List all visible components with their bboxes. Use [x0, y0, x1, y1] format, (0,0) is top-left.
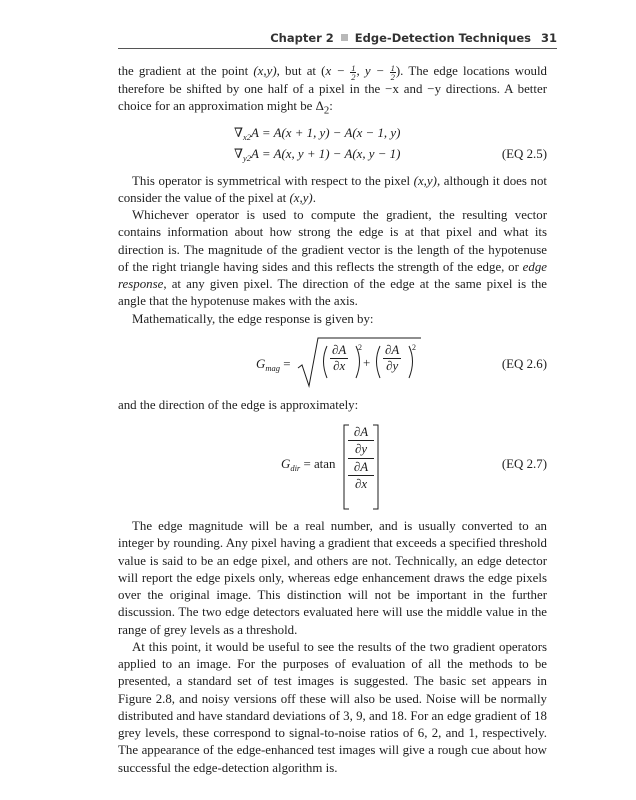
equation-tag: (EQ 2.5)	[501, 146, 547, 161]
half-offset-expression: x − $\frac{1}{2}$ , y − $\frac{1}{2}$	[325, 62, 395, 82]
paragraph-4: Mathematically, the edge response is given by:	[132, 311, 374, 326]
running-header	[118, 30, 557, 46]
paragraph-1: the gradient at the point (x,y), but at (x − $\frac{1}{2}$ , y − $\frac{1}{2}$ ). The edge locations would therefore be shifted by one half of a pixel in the −x and −y directions. A better choice for an approximation might be $\Delta_2$:	[118, 62, 547, 117]
equation-2-6: $G_{mag}$ = $\frac{\partial A}{\partial x}$ 2 + $\frac{\partial A}{\partial y}$ 2 (EQ 2.6)	[118, 334, 547, 394]
separator-square-icon	[341, 34, 348, 41]
paragraph-2: This operator is symmetrical with respect to the pixel (x,y), although it does not consider the value of the pixel at (x,y).	[118, 173, 547, 205]
equation-2-7: $G_{dir} = atan$ ∂A ∂y ∂A ∂x (EQ 2.7)	[118, 418, 547, 512]
equation-tag: (EQ 2.7)	[501, 457, 547, 472]
paragraph-3: Whichever operator is used to compute the gradient, the resulting vector contains information about how strong the edge is at that pixel and what its direction is. The magnitude of the gradient vector is the length of the hypotenuse of the right triangle having sides and this reflects the strength of the edge, or edge response, at any given pixel. The direction of the edge at the same pixel is the angle that the hypotenuse makes with the axis.	[118, 208, 547, 309]
header-rule	[118, 48, 557, 49]
chapter-label: Chapter 2	[270, 31, 334, 45]
equation-2-5: $\nabla_{x2}A = A(x + 1$, y) − A(x − 1, y) $\nabla_{y2}A = A(x$, y + 1) − A(x, y − 1) (EQ 2.5)	[234, 125, 547, 163]
equation-tag: (EQ 2.6)	[501, 356, 547, 371]
paragraph-7: At this point, it would be useful to see the results of the two gradient operators applied to an image. For the purposes of evaluation of all the methods to be presented, a standard set of test images is suggested. The basic set appears in Figure 2.8, and noisy versions off these will also be used. Noise will be normally distributed and have standard deviations of 3, 9, and 18. For an edge gradient of 18 grey levels, these correspond to signal-to-noise ratios of 6, 2, and 1, respectively. The appearance of the edge-enhanced test images will give a rough cue about how successful the edge-detection algorithm is.	[118, 639, 547, 775]
chapter-title: Edge-Detection Techniques	[354, 31, 531, 45]
paragraph-6: The edge magnitude will be a real number, and is usually converted to an integer by rounding. Any pixel having a gradient that exceeds a specified threshold value is said to be an edge pixel, and others are not. Technically, an edge detector will report the edge pixels only, whereas edge enhancement draws the edge pixels over the original image. This distinction will not be important in the further discussion. The two edge detectors evaluated here will use the middle value in the range of grey levels as a threshold.	[118, 519, 547, 637]
page-number: 31	[540, 31, 557, 45]
page-body	[118, 63, 547, 777]
paragraph-5: and the direction of the edge is approximately:	[118, 397, 359, 412]
